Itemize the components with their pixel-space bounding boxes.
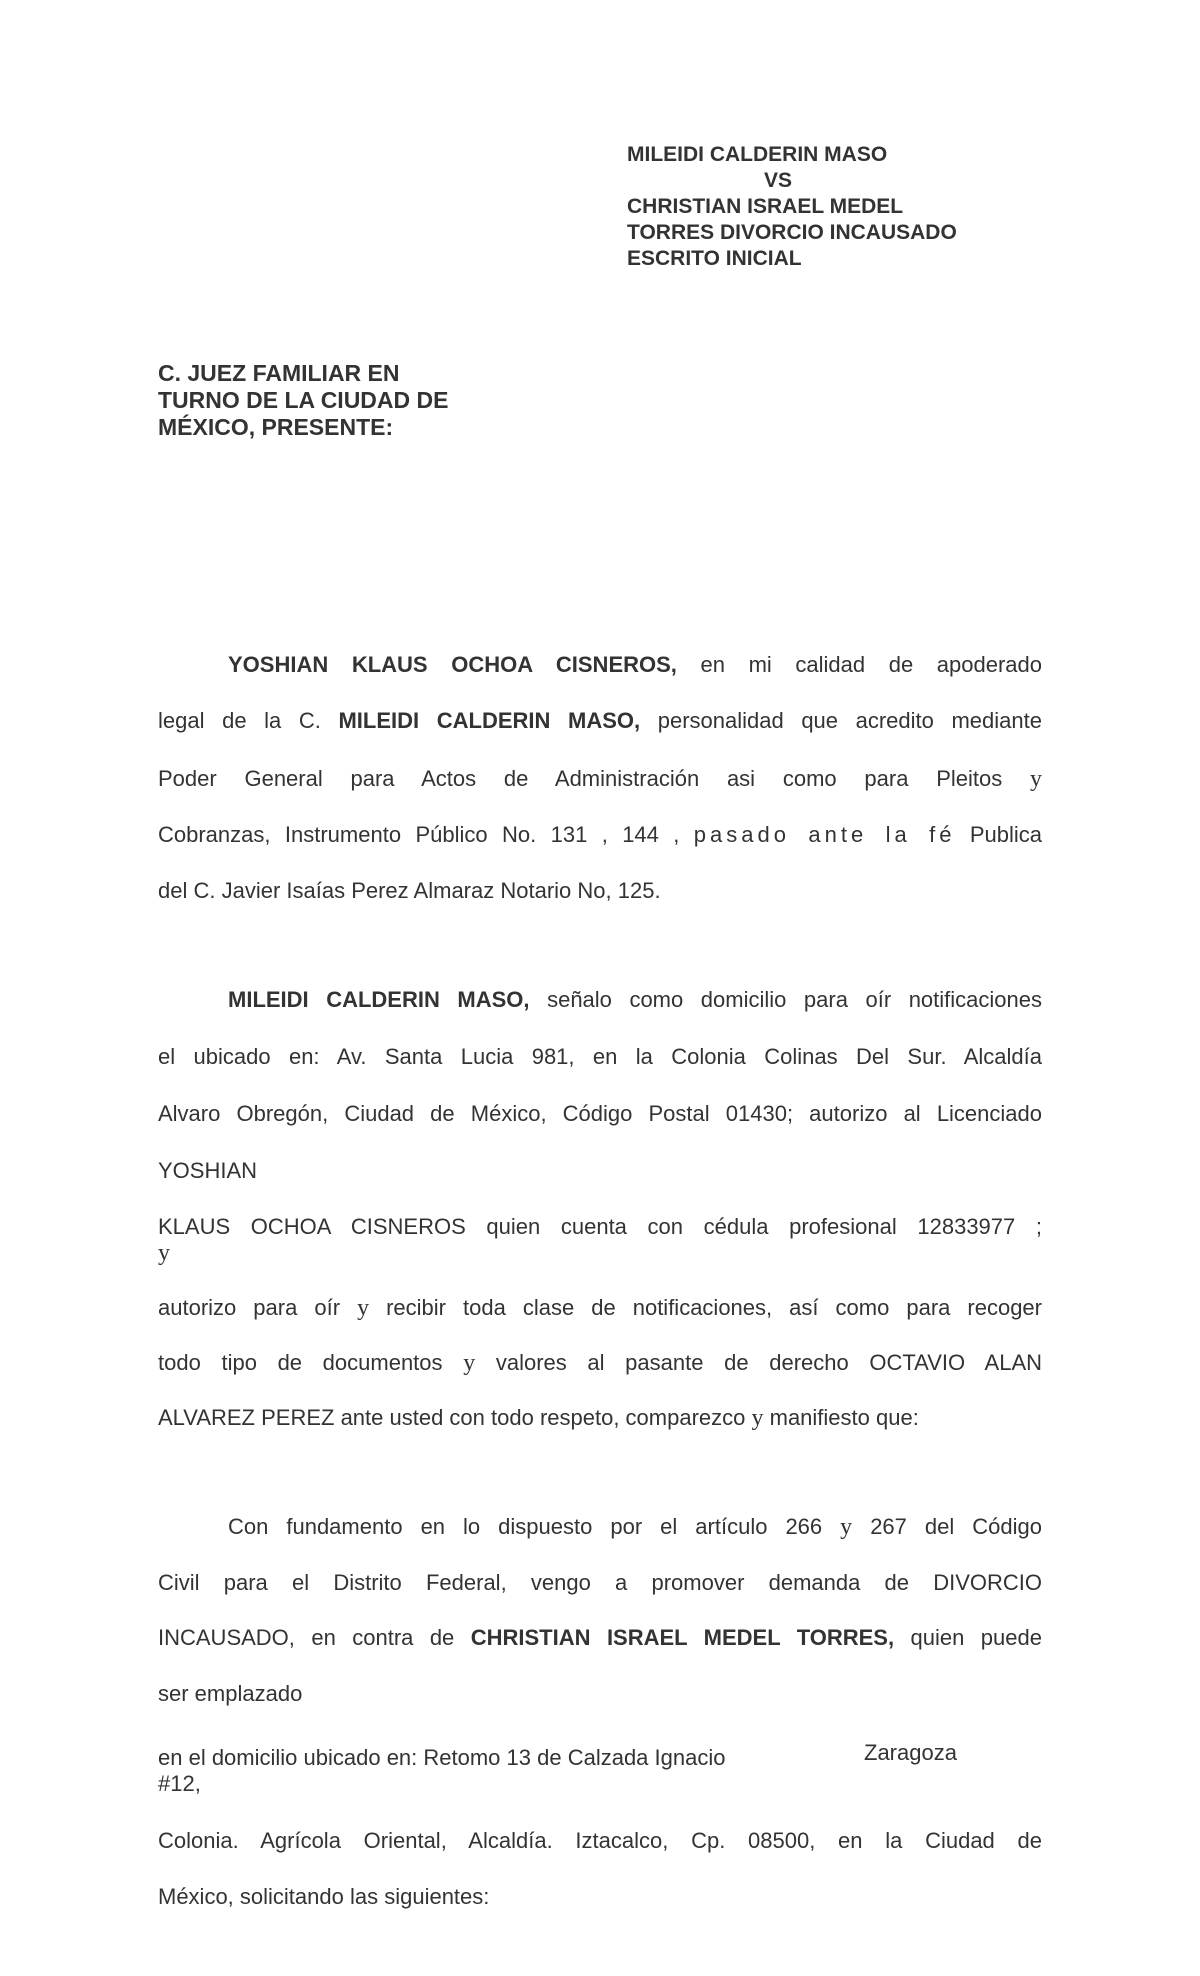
- paragraph-line: [158, 1293, 1042, 1323]
- text-run: autorizo para oír: [158, 1295, 341, 1320]
- text-run: Cobranzas, Instrumento Público No. 131 , 144 ,: [158, 822, 680, 847]
- text-run: y: [158, 1240, 170, 1266]
- text-run: todo tipo de documentos: [158, 1350, 443, 1375]
- text-run: y: [840, 1514, 853, 1540]
- case-header: [627, 142, 1047, 272]
- paragraph-line: [158, 1403, 1042, 1433]
- text-run: pasado ante la fé: [693, 822, 956, 847]
- text-run: Colonia. Agrícola Oriental, Alcaldía. Iztacalco, Cp. 08500, en la Ciudad de: [158, 1828, 1042, 1853]
- text-run: personalidad que acredito mediante: [657, 708, 1042, 733]
- text-run: señalo como domicilio para oír notificaciones: [547, 987, 1042, 1012]
- paragraph-line: [158, 1348, 1042, 1378]
- addressee-line: C. JUEZ FAMILIAR EN: [158, 360, 400, 386]
- addressee: [158, 360, 518, 441]
- text-run: en mi calidad de apoderado: [700, 652, 1042, 677]
- case-header-line: CHRISTIAN ISRAEL MEDEL: [627, 195, 904, 218]
- text-run: manifiesto que:: [769, 1405, 919, 1430]
- text-run: y: [357, 1295, 370, 1321]
- paragraph-line: [158, 985, 1042, 1015]
- text-run: ser emplazado: [158, 1681, 303, 1706]
- paragraph-line: [158, 1238, 1042, 1268]
- text-run: Publica: [969, 822, 1042, 847]
- text-run: recibir toda clase de notificaciones, así como para recoger: [386, 1295, 1042, 1320]
- bold-name: CHRISTIAN ISRAEL MEDEL TORRES,: [470, 1625, 895, 1650]
- text-run: y: [1030, 766, 1042, 792]
- text-run: #12,: [158, 1771, 201, 1796]
- addressee-line: TURNO DE LA CIUDAD DE: [158, 387, 449, 413]
- text-run: y: [463, 1350, 476, 1376]
- text-run: YOSHIAN: [158, 1158, 258, 1183]
- paragraph-line: [158, 1099, 1042, 1129]
- paragraph-line: [158, 1826, 1042, 1856]
- text-run: Civil para el Distrito Federal, vengo a promover demanda de DIVORCIO: [158, 1570, 1042, 1595]
- addressee-line: MÉXICO, PRESENTE:: [158, 414, 394, 440]
- paragraph-line: [158, 1156, 1042, 1186]
- text-run: legal de la C.: [158, 708, 321, 733]
- text-run: el ubicado en: Av. Santa Lucia 981, en la Colonia Colinas Del Sur. Alcaldía: [158, 1044, 1042, 1069]
- bold-name: MILEIDI CALDERIN MASO,: [338, 708, 641, 733]
- paragraph-line: [864, 1738, 1044, 1768]
- text-run: Alvaro Obregón, Ciudad de México, Código Postal 01430; autorizo al Licenciado: [158, 1101, 1042, 1126]
- bold-name: YOSHIAN KLAUS OCHOA CISNEROS,: [228, 652, 677, 677]
- text-run: Con fundamento en lo dispuesto por el artículo 266: [228, 1514, 823, 1539]
- text-run: ALVAREZ PEREZ ante usted con todo respeto, comparezco: [158, 1405, 746, 1430]
- case-header-line: TORRES DIVORCIO INCAUSADO: [627, 221, 957, 244]
- text-run: KLAUS OCHOA CISNEROS quien cuenta con cédula profesional 12833977 ;: [158, 1214, 1042, 1239]
- paragraph-line: [158, 1679, 1042, 1709]
- text-run: Zaragoza: [864, 1740, 957, 1765]
- paragraph-line: [158, 820, 1042, 850]
- case-header-line: ESCRITO INICIAL: [627, 247, 802, 270]
- paragraph-line: [158, 1512, 1042, 1542]
- bold-name: MILEIDI CALDERIN MASO,: [228, 987, 530, 1012]
- paragraph-line: [158, 1042, 1042, 1072]
- text-run: quien puede: [910, 1625, 1042, 1650]
- paragraph-line: [158, 764, 1042, 794]
- text-run: valores al pasante de derecho OCTAVIO ALAN: [495, 1350, 1043, 1375]
- case-header-line: MILEIDI CALDERIN MASO: [627, 143, 888, 166]
- text-run: del C. Javier Isaías Perez Almaraz Notario No, 125.: [158, 878, 661, 903]
- paragraph-line: [158, 1882, 1042, 1912]
- paragraph-line: [158, 876, 1042, 906]
- text-run: 267 del Código: [870, 1514, 1042, 1539]
- text-run: Poder General para Actos de Administración asi como para Pleitos: [158, 766, 1003, 791]
- case-header-vs: VS: [764, 169, 793, 192]
- paragraph-line: [158, 650, 1042, 680]
- text-run: México, solicitando las siguientes:: [158, 1884, 490, 1909]
- paragraph-line: [158, 1623, 1042, 1653]
- text-run: y: [751, 1405, 764, 1431]
- text-run: en el domicilio ubicado en: Retomo 13 de Calzada Ignacio: [158, 1745, 726, 1770]
- paragraph-line: [158, 1568, 1042, 1598]
- paragraph-line: [158, 706, 1042, 736]
- paragraph-line: [158, 1769, 1042, 1799]
- text-run: INCAUSADO, en contra de: [158, 1625, 455, 1650]
